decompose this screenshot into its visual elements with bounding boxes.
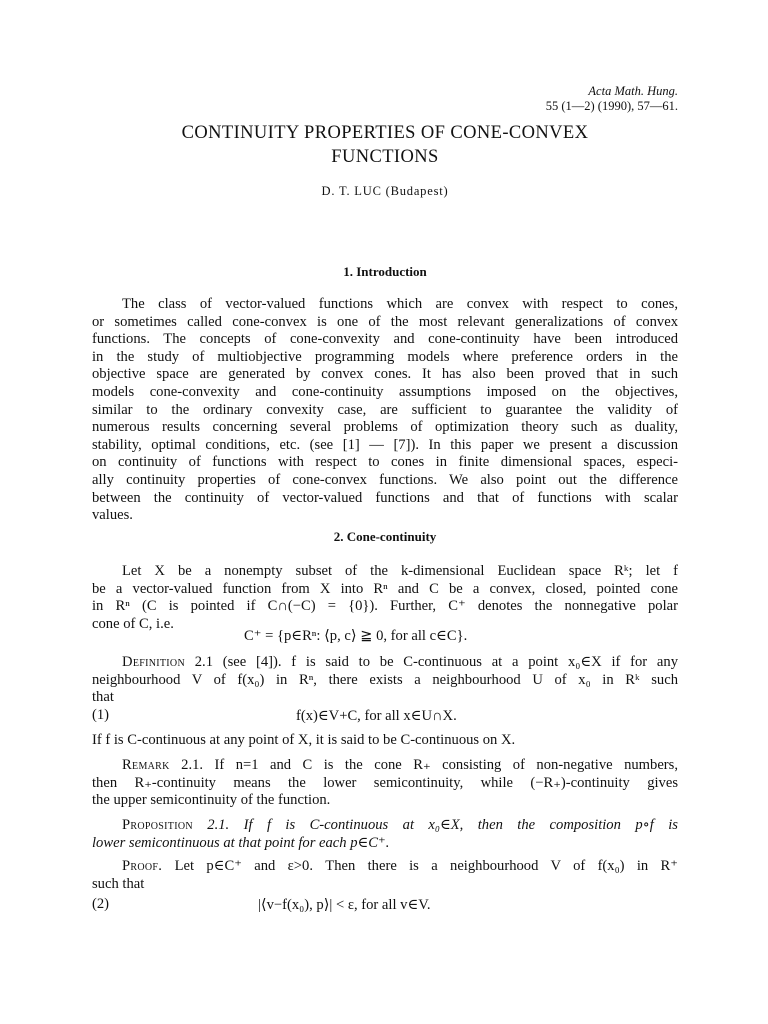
c-continuity-definition-sentence xyxy=(92,732,678,750)
proposition-text: 2.1. If f is C-continuous at x₀∈X, then the composition p∘f is xyxy=(207,817,678,833)
journal-reference xyxy=(546,84,678,114)
title-line-2: FUNCTIONS xyxy=(331,147,439,167)
title-line-1: CONTINUITY PROPERTIES OF CONE-CONVEX xyxy=(181,123,589,143)
text-line: cone of C, i.e. xyxy=(92,615,174,632)
text-line: or sometimes called cone-convex is one of the most relevant generalizations of convex xyxy=(92,313,678,330)
text-line: stability, optimal conditions, etc. (see [1] — [7]). In this paper we present a discussion xyxy=(92,436,678,453)
cone-continuity-intro xyxy=(92,563,678,633)
text-line: on continuity of functions with respect to cones in finite dimensional spaces, especi- xyxy=(92,454,678,471)
text-line: the upper semicontinuity of the function. xyxy=(92,792,331,809)
proposition-paragraph xyxy=(92,817,678,852)
text-line xyxy=(92,757,678,775)
section-heading-introduction: 1. Introduction xyxy=(343,264,427,279)
text-line xyxy=(92,654,678,672)
text-line: objective space are generated by convex cones. It has also been proved that in such xyxy=(92,366,678,383)
text-line: such that xyxy=(92,875,145,892)
text-line: If f is C-continuous at any point of X, it is said to be C-continuous on X. xyxy=(92,732,516,748)
text-line: functions. The concepts of cone-convexity and cone-continuity have been introduced xyxy=(92,331,678,348)
equation-number-1: (1) xyxy=(92,707,110,723)
proposition-label: Proposition xyxy=(122,817,193,833)
proof-text: Let p∈C⁺ and ε>0. Then there is a neighbourhood V of f(x₀) in R⁺ xyxy=(174,858,678,874)
paper-title xyxy=(92,121,678,169)
text-line: values. xyxy=(92,507,133,524)
text-line: numerous results concerning several problems of optimization theory such as duality, xyxy=(92,419,678,436)
text-line xyxy=(92,835,678,853)
text-line: ally continuity properties of cone-convex functions. We also point out the difference xyxy=(92,471,678,488)
journal-volume: 55 (1—2) (1990), 57—61. xyxy=(545,99,678,113)
introduction-paragraph xyxy=(92,296,678,525)
remark-paragraph xyxy=(92,757,678,810)
remark-text: 2.1. If n=1 and C is the cone R₊ consisting of non-negative numbers, xyxy=(181,757,678,773)
definition-text: 2.1 (see [4]). f is said to be C-continuous at a point x₀∈X if for any xyxy=(194,654,678,670)
definition-paragraph xyxy=(92,654,678,707)
text-line: in Rⁿ (C is pointed if C∩(−C) = {0}). Further, C⁺ denotes the nonnegative polar xyxy=(92,598,678,615)
text-line xyxy=(92,817,678,835)
section-heading-cone-continuity: 2. Cone-continuity xyxy=(333,529,437,544)
text-line: be a vector-valued function from X into Rⁿ and C be a convex, closed, pointed cone xyxy=(92,580,678,597)
text-line: Let X be a nonempty subset of the k-dimensional Euclidean space Rᵏ; let f xyxy=(122,563,678,579)
equation-number-2: (2) xyxy=(92,896,110,912)
journal-name: Acta Math. Hung. xyxy=(588,84,678,98)
proposition-text-2: lower semicontinuous at that point for each p∈C⁺. xyxy=(92,834,390,851)
equation-1: f(x)∈V+C, for all x∈U∩X. xyxy=(296,708,457,724)
text-line: in the study of multiobjective programming models where preference orders in the xyxy=(92,348,678,365)
text-line: models cone-convexity and cone-continuity assumptions imposed on the objectives, xyxy=(92,383,678,400)
text-line: then R₊-continuity means the lower semicontinuity, while (−R₊)-continuity gives xyxy=(92,774,678,791)
text-line: that xyxy=(92,689,114,706)
text-line xyxy=(92,858,678,876)
text-line: similar to the ordinary convexity case, are sufficient to guarantee the validity of xyxy=(92,401,678,418)
proof-label: Proof. xyxy=(122,858,163,874)
equation-2: |⟨v−f(x₀), p⟩| < ε, for all v∈V. xyxy=(258,897,431,913)
remark-label: Remark xyxy=(122,757,170,773)
proof-paragraph xyxy=(92,858,678,893)
text-line: The class of vector-valued functions which are convex with respect to cones, xyxy=(122,296,678,312)
text-line: between the continuity of vector-valued functions and that of functions with scalar xyxy=(92,489,678,506)
definition-label: Definition xyxy=(122,654,185,670)
text-line: neighbourhood V of f(x₀) in Rⁿ, there exists a neighbourhood U of x₀ in Rᵏ such xyxy=(92,671,678,688)
polar-cone-formula: C⁺ = {p∈Rⁿ: ⟨p, c⟩ ≧ 0, for all c∈C}. xyxy=(244,628,468,644)
author: D. T. LUC (Budapest) xyxy=(321,184,449,198)
